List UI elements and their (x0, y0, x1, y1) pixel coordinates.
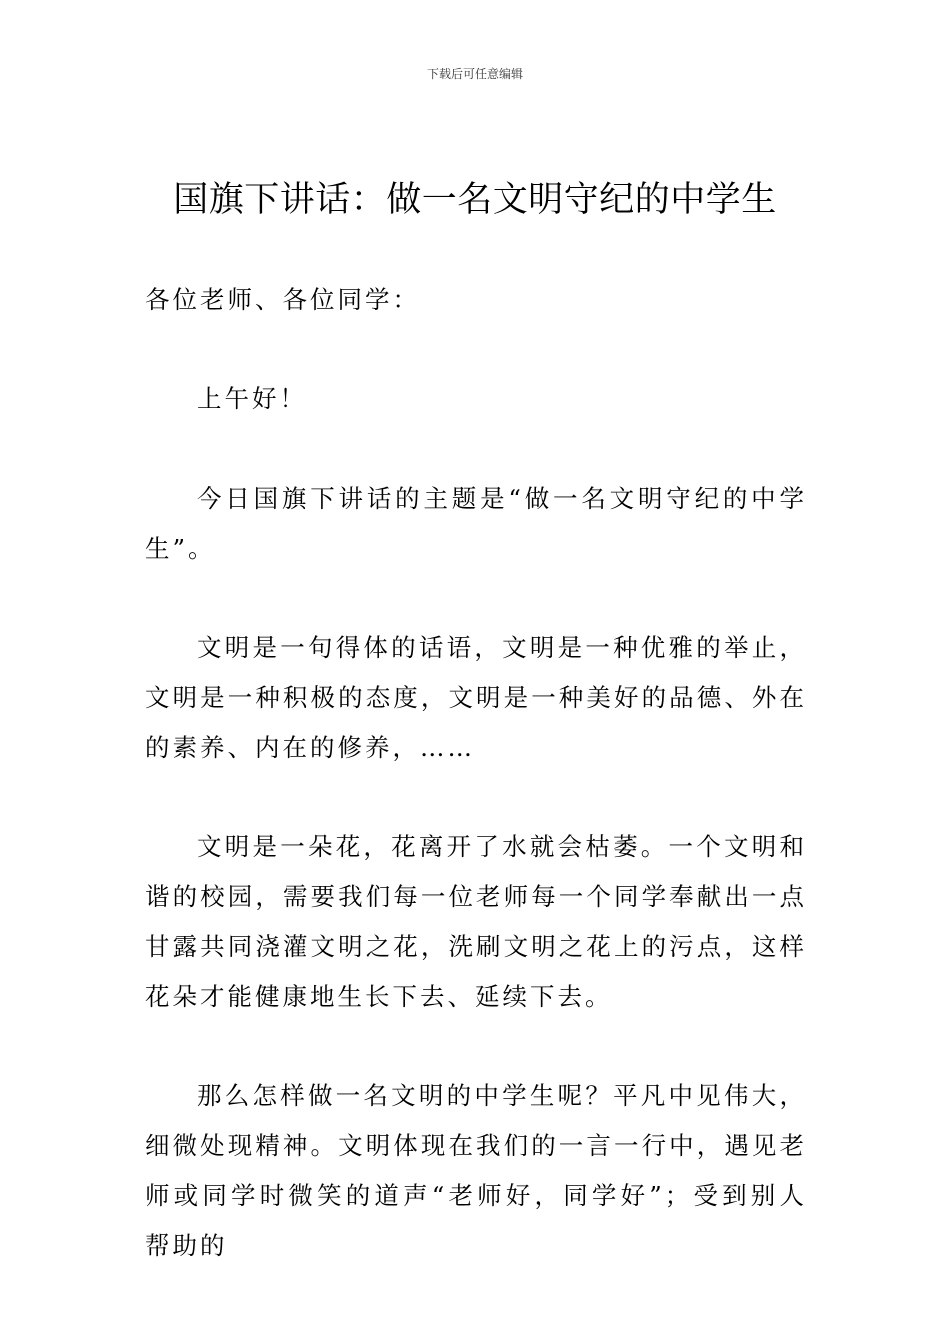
header-note: 下载后可任意编辑 (426, 67, 523, 81)
greeting: 上午好！ (197, 384, 307, 413)
salutation: 各位老师、各位同学： (145, 285, 420, 314)
paragraph-civility-definition: 文明是一句得体的话语，文明是一种优雅的举止，文明是一种积极的态度，文明是一种美好的品德、外在的素养、内在的修养，…… (145, 633, 807, 762)
paragraph-how-to-be-civil: 那么怎样做一名文明的中学生呢？平凡中见伟大，细微处现精神。文明体现在我们的一言一行中，遇见老师或同学时微笑的道声“老师好，同学好”；受到别人帮助的 (145, 1081, 807, 1260)
document-title: 国旗下讲话：做一名文明守纪的中学生 (173, 180, 777, 220)
paragraph-theme: 今日国旗下讲话的主题是“做一名文明守纪的中学生”。 (145, 484, 807, 563)
paragraph-civility-flower: 文明是一朵花，花离开了水就会枯萎。一个文明和谐的校园，需要我们每一位老师每一个同学奉献出一点甘露共同浇灌文明之花，洗刷文明之花上的污点，这样花朵才能健康地生长下去、延续下去。 (145, 832, 807, 1011)
